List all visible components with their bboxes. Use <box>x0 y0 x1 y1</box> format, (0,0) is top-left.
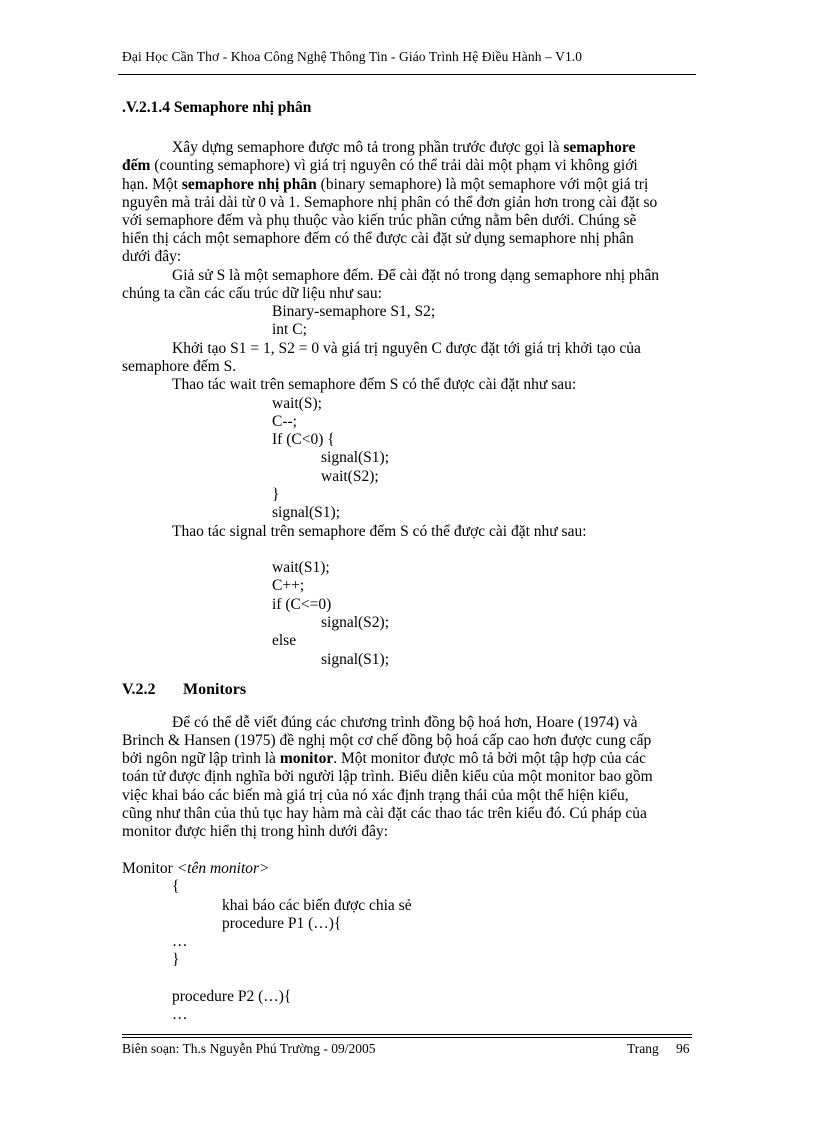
section-title-monitors: Monitors <box>183 681 247 698</box>
code-line: wait(S); <box>272 395 322 412</box>
paragraph-line: semaphore đếm S. <box>122 358 237 375</box>
code-line: } <box>272 486 280 503</box>
code-line: signal(S2); <box>321 614 390 631</box>
code-line: signal(S1); <box>321 651 390 668</box>
code-line: procedure P1 (…){ <box>222 915 342 932</box>
code-line: khai báo các biến được chia sẻ <box>222 897 412 914</box>
paragraph-line: việc khai báo các biến mà giá trị của nó xác định trạng thái của một thể hiện kiểu, <box>122 787 629 804</box>
code-line: int C; <box>272 321 307 338</box>
code-line: signal(S1); <box>272 504 341 521</box>
paragraph-line: cũng như thân của thủ tục hay hàm mà cài đặt các thao tác trên kiểu đó. Cú pháp của <box>122 805 647 822</box>
code-line: wait(S1); <box>272 559 330 576</box>
section-title-binary-semaphore: .V.2.1.4 Semaphore nhị phân <box>122 99 312 116</box>
page-header: Đại Học Cần Thơ - Khoa Công Nghệ Thông Tin - Giáo Trình Hệ Điều Hành – V1.0 <box>122 49 583 64</box>
code-line: Binary-semaphore S1, S2; <box>272 303 436 320</box>
code-line: If (C<0) { <box>272 431 335 448</box>
paragraph-line: Xây dựng semaphore được mô tả trong phần trước được gọi là semaphore <box>172 139 636 156</box>
code-line: if (C<=0) <box>272 596 332 613</box>
paragraph-line: hạn. Một semaphore nhị phân (binary semaphore) là một semaphore với một giá trị <box>122 176 649 193</box>
paragraph-line: Brinch & Hansen (1975) đề nghị một cơ chế đồng bộ hoá cấp cao hơn được cung cấp <box>122 732 652 749</box>
code-line: C++; <box>272 577 305 594</box>
paragraph-line: Để có thể dễ viết đúng các chương trình đồng bộ hoá hơn, Hoare (1974) và <box>172 714 638 731</box>
paragraph-line: với semaphore đếm và phụ thuộc vào kiến trúc phần cứng nằm bên dưới. Chúng sẽ <box>122 212 637 229</box>
paragraph-line: monitor được hiển thị trong hình dưới đây: <box>122 823 389 840</box>
paragraph-line: hiển thị cách một semaphore đếm có thể được cài đặt sử dụng semaphore nhị phân <box>122 230 634 247</box>
paragraph-line: Khởi tạo S1 = 1, S2 = 0 và giá trị nguyên C được đặt tới giá trị khởi tạo của <box>172 340 641 357</box>
paragraph-line: nguyên mà trải dài từ 0 và 1. Semaphore nhị phân có thể đơn giản hơn trong cài đặt so <box>122 194 658 211</box>
footer-page-number: 96 <box>676 1041 690 1056</box>
paragraph-line: toán tử được định nghĩa bởi người lập trình. Biểu diễn kiểu của một monitor bao gồm <box>122 768 653 785</box>
code-line: procedure P2 (…){ <box>172 988 292 1005</box>
code-line: C--; <box>272 413 297 430</box>
code-line: { <box>172 878 180 895</box>
paragraph-line: Thao tác signal trên semaphore đếm S có thể được cài đặt như sau: <box>172 523 587 540</box>
code-line: Monitor <tên monitor> <box>122 860 270 877</box>
footer-page-label: Trang <box>627 1041 659 1056</box>
paragraph-line: Thao tác wait trên semaphore đếm S có thể được cài đặt như sau: <box>172 376 577 393</box>
code-line: signal(S1); <box>321 449 390 466</box>
code-line: else <box>272 632 297 649</box>
footer-rule <box>122 1037 692 1038</box>
paragraph-line: dưới đây: <box>122 248 182 265</box>
code-line: … <box>172 1006 188 1023</box>
footer-author: Biên soạn: Th.s Nguyễn Phú Trường - 09/2005 <box>122 1041 376 1056</box>
paragraph-line: chúng ta cần các cấu trúc dữ liệu như sau: <box>122 285 382 302</box>
header-rule <box>118 74 696 75</box>
code-line: wait(S2); <box>321 468 379 485</box>
section-number-monitors: V.2.2 <box>122 681 156 698</box>
code-line: } <box>172 951 180 968</box>
footer-rule <box>122 1034 692 1035</box>
paragraph-line: đếm (counting semaphore) vì giá trị nguyên có thể trải dài một phạm vi không giới <box>122 157 638 174</box>
paragraph-line: Giả sử S là một semaphore đếm. Để cài đặt nó trong dạng semaphore nhị phân <box>172 267 660 284</box>
paragraph-line: bởi ngôn ngữ lập trình là monitor. Một monitor được mô tả bởi một tập hợp của các <box>122 750 646 767</box>
code-line: … <box>172 933 188 950</box>
